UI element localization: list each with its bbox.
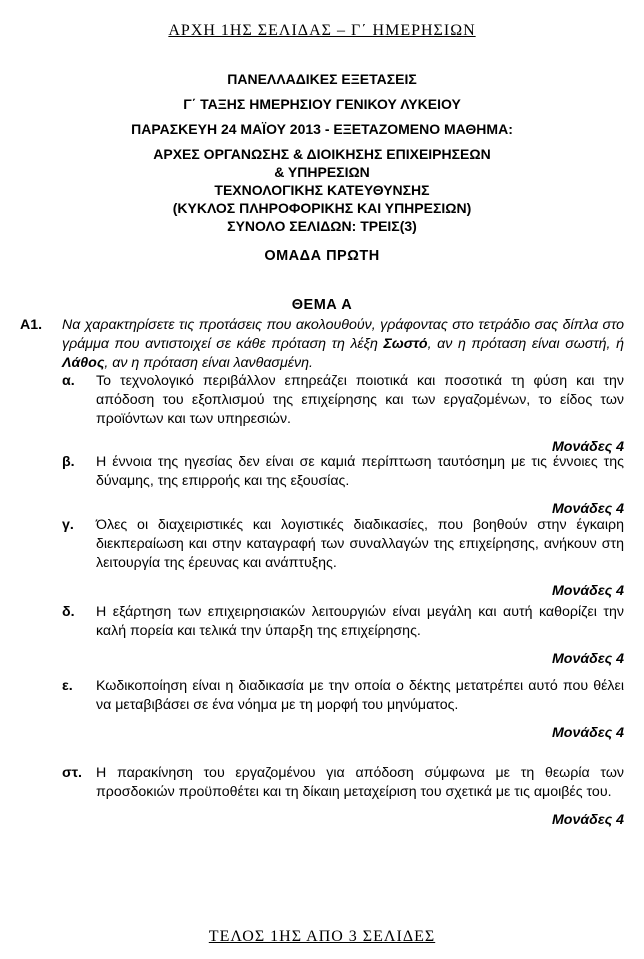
statement-text: Το τεχνολογικό περιβάλλον επηρεάζει ποιοτικά και ποσοτικά τη φύση και την απόδοση του εξοπλισμού της επιχείρησης και των εργαζομένων, το είδος των προϊόντων και των υπηρεσιών. xyxy=(96,373,624,427)
instructions-text: Να χαρακτηρίσετε τις προτάσεις που ακολουθούν, γράφοντας στο τετράδιο σας δίπλα στο γράμμα που αντιστοιχεί σε κάθε πρόταση τη λέξη xyxy=(62,317,624,352)
title-line: ΣΥΝΟΛΟ ΣΕΛΙΔΩΝ: ΤΡΕΙΣ(3) xyxy=(227,218,417,234)
points-label: Μονάδες 4 xyxy=(551,439,624,455)
statement-item xyxy=(62,677,624,743)
group-title: ΟΜΑΔΑ ΠΡΩΤΗ xyxy=(264,248,380,264)
title-line: Γ΄ ΤΑΞΗΣ ΗΜΕΡΗΣΙΟΥ ΓΕΝΙΚΟΥ ΛΥΚΕΙΟΥ xyxy=(183,96,461,112)
exam-title-block xyxy=(0,70,644,235)
statement-letter: δ. xyxy=(62,604,75,620)
statement-item xyxy=(62,372,624,457)
title-line: ΠΑΝΕΛΛΑΔΙΚΕΣ ΕΞΕΤΑΣΕΙΣ xyxy=(227,71,417,87)
statement-letter: στ. xyxy=(62,765,82,781)
title-line: & ΥΠΗΡΕΣΙΩΝ xyxy=(274,164,370,180)
statement-letter: α. xyxy=(62,373,75,389)
theme-title: ΘΕΜΑ Α xyxy=(291,297,353,313)
points-label: Μονάδες 4 xyxy=(551,583,624,599)
points-label: Μονάδες 4 xyxy=(551,651,624,667)
statement-letter: β. xyxy=(62,454,75,470)
statement-text: Η παρακίνηση του εργαζομένου για απόδοση σύμφωνα με τη θεωρία των προσδοκιών προϋποθέτει και τη δίκαιη μεταχείριση του σχετικά με τις αμοιβές του. xyxy=(96,765,624,800)
page-header: ΑΡΧΗ 1ΗΣ ΣΕΛΙΔΑΣ – Γ΄ ΗΜΕΡΗΣΙΩΝ xyxy=(168,22,476,39)
statement-letter: ε. xyxy=(62,678,73,694)
statement-item xyxy=(62,603,624,669)
statement-text: Η εξάρτηση των επιχειρησιακών λειτουργιών είναι μεγάλη και αυτή καθορίζει την καλή πορεία και τελικά την ύπαρξη της επιχείρησης. xyxy=(96,604,624,639)
points-label: Μονάδες 4 xyxy=(551,501,624,517)
question-instructions xyxy=(62,316,624,373)
statement-text: Η έννοια της ηγεσίας δεν είναι σε καμιά περίπτωση ταυτόσημη με τις έννοιες της δύναμης, της επιρροής και της εξουσίας. xyxy=(96,454,624,489)
title-line: ΠΑΡΑΣΚΕΥΗ 24 ΜΑΪΟΥ 2013 - ΕΞΕΤΑΖΟΜΕΝΟ ΜΑΘΗΜΑ: xyxy=(131,121,513,137)
question-label: Α1. xyxy=(20,317,43,333)
statement-item xyxy=(62,764,624,830)
title-line: ΑΡΧΕΣ ΟΡΓΑΝΩΣΗΣ & ΔΙΟΙΚΗΣΗΣ ΕΠΙΧΕΙΡΗΣΕΩΝ xyxy=(153,146,491,162)
instructions-text: , αν η πρόταση είναι λανθασμένη. xyxy=(104,355,313,371)
statement-item xyxy=(62,516,624,601)
statement-letter: γ. xyxy=(62,517,74,533)
statement-text: Όλες οι διαχειριστικές και λογιστικές διαδικασίες, που βοηθούν στην έγκαιρη διεκπεραίωση και στην καταγραφή των συναλλαγών της επιχείρησης, ανήκουν στη λειτουργία της έρευνας και ανάπτυξης. xyxy=(96,517,624,571)
correct-keyword: Σωστό xyxy=(383,336,428,352)
points-label: Μονάδες 4 xyxy=(551,812,624,828)
page-footer: ΤΕΛΟΣ 1ΗΣ ΑΠΟ 3 ΣΕΛΙΔΕΣ xyxy=(208,928,436,945)
points-label: Μονάδες 4 xyxy=(551,725,624,741)
wrong-keyword: Λάθος xyxy=(62,355,105,371)
statement-item xyxy=(62,453,624,519)
statement-text: Κωδικοποίηση είναι η διαδικασία με την οποία ο δέκτης μετατρέπει αυτό που θέλει να μεταβιβάσει σε ένα νόημα με τη μορφή του μηνύματος. xyxy=(96,678,624,713)
instructions-text: , αν η πρόταση είναι σωστή, ή xyxy=(427,336,624,352)
title-line: (ΚΥΚΛΟΣ ΠΛΗΡΟΦΟΡΙΚΗΣ ΚΑΙ ΥΠΗΡΕΣΙΩΝ) xyxy=(172,200,472,216)
title-line: ΤΕΧΝΟΛΟΓΙΚΗΣ ΚΑΤΕΥΘΥΝΣΗΣ xyxy=(214,182,430,198)
